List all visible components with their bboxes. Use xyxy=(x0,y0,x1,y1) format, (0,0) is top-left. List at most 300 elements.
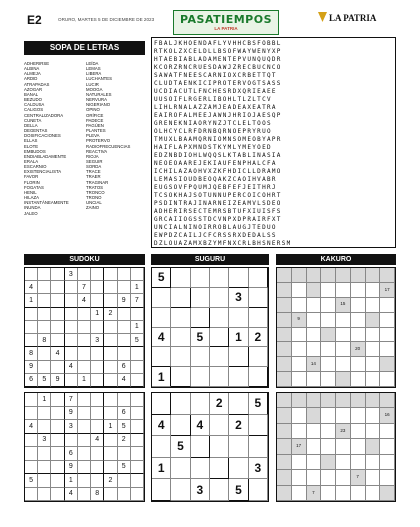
kakuro-cell xyxy=(321,328,336,343)
word-list-item: PADECE xyxy=(86,117,104,123)
word-search-row: EAIROFALMEEJAWNJHRIOJAESQP xyxy=(154,112,282,119)
word-list-item: CALIGOS xyxy=(24,107,44,113)
suguru-grid-1 xyxy=(151,267,269,388)
word-search-row: UNCIALNINOIRROBLAUGJTEDUO xyxy=(154,224,277,231)
sudoku-cell xyxy=(25,434,38,448)
word-search-row: EDZNBDIOHLWQQSLKTABLINASIA xyxy=(154,152,282,159)
kakuro-cell xyxy=(292,283,307,298)
sudoku-cell: 2 xyxy=(118,434,131,448)
word-list-item: BEZUDO xyxy=(24,97,42,103)
sudoku-cell xyxy=(51,407,64,421)
word-list-item: PLANTES xyxy=(86,128,106,134)
kakuro-cell: 15 xyxy=(336,298,351,313)
page-number: E2 xyxy=(27,13,42,27)
suguru-cell xyxy=(229,458,248,480)
kakuro-cell xyxy=(366,408,381,423)
sudoku-cell xyxy=(104,407,117,421)
kakuro-cell xyxy=(380,455,395,470)
sudoku-cell: 4 xyxy=(78,294,91,307)
kakuro-cell xyxy=(380,393,395,408)
sudoku-cell xyxy=(78,447,91,461)
sudoku-cell xyxy=(104,281,117,294)
kakuro-cell xyxy=(321,424,336,439)
suguru-cell: 1 xyxy=(152,458,171,480)
sudoku-cell xyxy=(65,347,78,360)
kakuro-cell xyxy=(380,328,395,343)
suguru-cell: 3 xyxy=(229,288,248,308)
kakuro-cell: 14 xyxy=(307,357,322,372)
sudoku-cell xyxy=(38,281,51,294)
kakuro-cell xyxy=(321,342,336,357)
suguru-cell xyxy=(171,367,190,387)
suguru-cell xyxy=(249,436,268,458)
kakuro-cell xyxy=(336,408,351,423)
suguru-cell: 4 xyxy=(152,415,171,437)
kakuro-cell xyxy=(366,342,381,357)
suguru-cell: 5 xyxy=(229,479,248,501)
kakuro-cell xyxy=(277,408,292,423)
kakuro-cell xyxy=(351,313,366,328)
suguru-cell: 5 xyxy=(191,328,210,348)
suguru-cell xyxy=(171,288,190,308)
sudoku-cell: 3 xyxy=(65,268,78,281)
word-search-row: LIHLRNALAZZAMJEADEAXEATRA xyxy=(154,104,277,111)
word-list-item: ENDIABLADAMENTE xyxy=(24,153,67,159)
kakuro-cell xyxy=(336,283,351,298)
sudoku-cell xyxy=(78,347,91,360)
suguru-cell xyxy=(210,458,229,480)
sudoku-cell xyxy=(118,488,131,502)
kakuro-cell: 20 xyxy=(351,342,366,357)
sudoku-cell: 5 xyxy=(38,374,51,387)
kakuro-cell xyxy=(336,470,351,485)
kakuro-cell xyxy=(321,439,336,454)
word-search-row: PSDINTRAJINARNEIZEAMVLSDEO xyxy=(154,200,282,207)
sudoku-cell xyxy=(91,461,104,475)
kakuro-cell xyxy=(307,372,322,387)
sudoku-cell xyxy=(78,321,91,334)
word-list-item: FOGATAS xyxy=(24,184,44,190)
sudoku-cell: 8 xyxy=(38,334,51,347)
sudoku-cell xyxy=(51,461,64,475)
sudoku-cell xyxy=(131,374,144,387)
word-list-item: ALMEJA xyxy=(24,71,41,77)
word-list-item: TRATOS xyxy=(86,184,104,190)
kakuro-cell xyxy=(292,268,307,283)
sudoku-cell: 4 xyxy=(25,281,38,294)
sudoku-cell xyxy=(104,447,117,461)
word-search-row: TMUXLBAAMQRNIOMNSOMEOBYAPR xyxy=(154,136,282,143)
sudoku-cell xyxy=(131,308,144,321)
suguru-cell xyxy=(210,415,229,437)
sudoku-cell: 1 xyxy=(65,474,78,488)
kakuro-cell xyxy=(277,455,292,470)
word-list-item: LEÍDA xyxy=(86,61,99,66)
word-list-item: REACTIVA xyxy=(86,148,108,154)
sudoku-cell xyxy=(38,294,51,307)
kakuro-cell xyxy=(336,455,351,470)
suguru-cell: 5 xyxy=(152,268,171,288)
kakuro-cell xyxy=(292,470,307,485)
sudoku-cell xyxy=(65,334,78,347)
kakuro-cell xyxy=(366,313,381,328)
sudoku-cell: 4 xyxy=(51,347,64,360)
kakuro-cell xyxy=(307,408,322,423)
sudoku-cell: 2 xyxy=(104,308,117,321)
word-list-item: AZOGAR xyxy=(24,86,43,92)
suguru-cell xyxy=(249,268,268,288)
kakuro-cell xyxy=(277,298,292,313)
sudoku-cell xyxy=(131,461,144,475)
word-list-item: ATRAPADAS xyxy=(24,81,50,87)
kakuro-cell xyxy=(351,408,366,423)
sudoku-cell xyxy=(118,268,131,281)
sudoku-cell xyxy=(78,488,91,502)
sudoku-cell xyxy=(25,393,38,407)
kakuro-cell xyxy=(321,486,336,501)
sudoku-cell xyxy=(104,268,117,281)
suguru-cell xyxy=(249,308,268,328)
suguru-cell xyxy=(210,308,229,328)
word-search-row: TCSOKHAJSOTUNNUPERCOICOHRT xyxy=(154,192,282,199)
sudoku-grid-2 xyxy=(24,392,145,502)
word-list-item: PAGÚEN xyxy=(86,122,104,128)
word-search-row: KCORZRNCRUESDAWJZRECBUCNCO xyxy=(154,64,282,71)
sudoku-cell xyxy=(118,474,131,488)
sudoku-cell xyxy=(104,434,117,448)
sudoku-cell: 3 xyxy=(65,420,78,434)
kakuro-cell xyxy=(336,357,351,372)
kakuro-cell xyxy=(321,283,336,298)
sudoku-cell xyxy=(91,474,104,488)
word-list-item: ELOTE xyxy=(24,143,39,149)
suguru-cell xyxy=(249,288,268,308)
suguru-cell xyxy=(229,308,248,328)
sudoku-cell xyxy=(91,281,104,294)
sudoku-cell xyxy=(78,361,91,374)
word-search-row: RTKOLZXCELDLLBSOFWAYWENYXP xyxy=(154,48,282,55)
kakuro-cell xyxy=(292,486,307,501)
word-list-item: SEGUIR xyxy=(86,158,103,164)
kakuro-cell xyxy=(366,470,381,485)
sudoku-cell xyxy=(118,393,131,407)
sudoku-cell: 5 xyxy=(118,461,131,475)
kakuro-cell xyxy=(277,424,292,439)
kakuro-cell xyxy=(292,393,307,408)
kakuro-cell xyxy=(380,298,395,313)
sudoku-cell: 1 xyxy=(104,420,117,434)
sudoku-cell xyxy=(65,321,78,334)
word-list-item: MOOGA xyxy=(86,86,103,92)
sudoku-cell xyxy=(38,447,51,461)
suguru-cell: 3 xyxy=(249,458,268,480)
word-list-item: FLORIN xyxy=(24,179,40,185)
sudoku-cell xyxy=(25,334,38,347)
kakuro-cell xyxy=(321,455,336,470)
word-list-item: ERALA xyxy=(24,158,39,164)
sudoku-cell xyxy=(25,407,38,421)
suguru-cell xyxy=(171,479,190,501)
kakuro-cell xyxy=(307,313,322,328)
sudoku-cell xyxy=(118,334,131,347)
sudoku-cell xyxy=(104,393,117,407)
sudoku-cell xyxy=(91,347,104,360)
word-search-row: NEOEOAAREJEKIAUFENPHALCFA xyxy=(154,160,277,167)
sudoku-cell: 8 xyxy=(25,347,38,360)
kakuro-cell xyxy=(366,486,381,501)
sudoku-cell xyxy=(131,407,144,421)
sudoku-cell xyxy=(118,308,131,321)
kakuro-title: KAKURO xyxy=(276,254,396,265)
sudoku-cell xyxy=(91,447,104,461)
sudoku-cell xyxy=(25,308,38,321)
sudoku-cell: 9 xyxy=(118,294,131,307)
sudoku-cell xyxy=(78,308,91,321)
sudoku-cell: 4 xyxy=(25,420,38,434)
sopa-word-list xyxy=(24,61,144,246)
suguru-cell xyxy=(210,367,229,387)
suguru-cell xyxy=(152,288,171,308)
sudoku-cell xyxy=(38,474,51,488)
sudoku-cell: 3 xyxy=(38,434,51,448)
sudoku-cell: 3 xyxy=(91,334,104,347)
word-search-grid xyxy=(151,37,396,248)
sudoku-cell xyxy=(78,334,91,347)
suguru-cell xyxy=(171,347,190,367)
kakuro-cell xyxy=(277,283,292,298)
word-search-row: GRCAIIOGSSTDCVNPXDPRAIRFXT xyxy=(154,216,282,223)
kakuro-cell xyxy=(307,298,322,313)
word-search-row: FBALJKHOENDAFLYVHHCBSFOBBL xyxy=(154,40,282,47)
sudoku-cell: 5 xyxy=(131,334,144,347)
sudoku-cell xyxy=(51,393,64,407)
kakuro-cell: 17 xyxy=(380,283,395,298)
kakuro-cell xyxy=(366,372,381,387)
sudoku-cell xyxy=(65,434,78,448)
sudoku-cell xyxy=(91,268,104,281)
sudoku-cell xyxy=(38,488,51,502)
suguru-cell xyxy=(191,436,210,458)
kakuro-cell xyxy=(336,393,351,408)
sudoku-cell xyxy=(104,374,117,387)
word-list-item: DOSIFICACIONES xyxy=(24,133,61,139)
kakuro-cell xyxy=(351,372,366,387)
kakuro-cell xyxy=(366,439,381,454)
suguru-cell xyxy=(171,458,190,480)
sudoku-cell xyxy=(38,308,51,321)
sudoku-grid-1 xyxy=(24,267,145,388)
kakuro-cell xyxy=(292,424,307,439)
word-search-row: UCDIACUTLFNCHESRDXQRIEAEE xyxy=(154,88,277,95)
sudoku-cell xyxy=(38,461,51,475)
kakuro-cell xyxy=(336,372,351,387)
sudoku-cell xyxy=(51,294,64,307)
sudoku-cell xyxy=(25,321,38,334)
word-list-item: JALEO xyxy=(24,210,38,216)
kakuro-cell xyxy=(307,283,322,298)
kakuro-cell xyxy=(321,298,336,313)
sudoku-cell xyxy=(78,461,91,475)
kakuro-cell xyxy=(277,342,292,357)
suguru-cell: 5 xyxy=(171,436,190,458)
sudoku-cell xyxy=(38,321,51,334)
sudoku-cell xyxy=(78,420,91,434)
sudoku-cell: 4 xyxy=(65,361,78,374)
sudoku-cell: 1 xyxy=(25,294,38,307)
word-list-item: CENTRALIZADORA xyxy=(24,112,64,118)
kakuro-cell xyxy=(321,372,336,387)
kakuro-cell xyxy=(307,439,322,454)
sudoku-cell xyxy=(91,321,104,334)
word-list-item: CUNETA xyxy=(24,117,42,123)
suguru-cell: 3 xyxy=(191,479,210,501)
word-list-item: RIOJA xyxy=(86,153,99,159)
word-search-row: EWPDZCAILJCFCRSSRXDEDALSS xyxy=(154,232,277,239)
suguru-cell: 2 xyxy=(249,328,268,348)
sudoku-cell xyxy=(91,407,104,421)
kakuro-cell xyxy=(380,486,395,501)
sudoku-cell: 5 xyxy=(118,420,131,434)
kakuro-cell xyxy=(336,328,351,343)
sudoku-cell: 7 xyxy=(65,393,78,407)
word-list-item: LUCHANTES xyxy=(86,76,113,82)
suguru-cell xyxy=(210,288,229,308)
pasatiempos-logo xyxy=(173,10,279,35)
sudoku-cell: 1 xyxy=(38,393,51,407)
kakuro-cell xyxy=(277,486,292,501)
kakuro-cell xyxy=(336,268,351,283)
word-list-item: CALDUSA xyxy=(24,102,45,108)
word-list-item: LEMAS xyxy=(86,66,101,72)
sudoku-cell xyxy=(104,461,117,475)
sudoku-title: SUDOKU xyxy=(24,254,145,265)
suguru-cell xyxy=(191,393,210,415)
sudoku-cell xyxy=(51,420,64,434)
newspaper-emblem-icon xyxy=(318,12,327,22)
word-search-row: HAIFLAPXMNDSTKYMLYMEYOED xyxy=(154,144,272,151)
sudoku-cell xyxy=(65,308,78,321)
sudoku-cell: 6 xyxy=(65,447,78,461)
sudoku-cell xyxy=(25,268,38,281)
suguru-cell xyxy=(191,458,210,480)
kakuro-cell xyxy=(366,283,381,298)
suguru-cell xyxy=(171,415,190,437)
suguru-cell xyxy=(229,268,248,288)
sudoku-cell xyxy=(78,474,91,488)
suguru-cell xyxy=(210,479,229,501)
suguru-cell: 2 xyxy=(229,415,248,437)
sudoku-cell: 9 xyxy=(25,361,38,374)
sudoku-cell xyxy=(78,268,91,281)
sudoku-cell xyxy=(91,294,104,307)
word-list-item: PLEVA xyxy=(86,133,100,139)
kakuro-cell xyxy=(321,268,336,283)
sudoku-cell xyxy=(78,434,91,448)
kakuro-cell: 16 xyxy=(380,408,395,423)
suguru-cell xyxy=(229,367,248,387)
kakuro-cell xyxy=(366,393,381,408)
suguru-cell: 4 xyxy=(191,415,210,437)
kakuro-cell xyxy=(351,268,366,283)
suguru-cell: 1 xyxy=(229,328,248,348)
sudoku-cell: 4 xyxy=(91,434,104,448)
word-list-item: ESCARNIO xyxy=(24,164,47,170)
word-list-item: ALBINA xyxy=(24,66,40,72)
sudoku-cell xyxy=(131,347,144,360)
word-search-row: UUSOIFLRGERLIBOHLTLZLTCV xyxy=(154,96,272,103)
word-search-row: OLHCYCLRFDRNBQRNOEPRYRUO xyxy=(154,128,272,135)
word-list-item: ADHERIRSE xyxy=(24,61,50,66)
word-search-row: GRENEKNIAORYNZJTCLELTOOS xyxy=(154,120,272,127)
word-list-item: NERVURA xyxy=(86,97,107,103)
suguru-cell xyxy=(191,268,210,288)
suguru-cell xyxy=(210,436,229,458)
kakuro-cell xyxy=(351,328,366,343)
kakuro-cell xyxy=(366,424,381,439)
kakuro-cell xyxy=(351,424,366,439)
suguru-cell xyxy=(171,268,190,288)
kakuro-cell xyxy=(292,455,307,470)
suguru-cell xyxy=(249,479,268,501)
kakuro-cell xyxy=(380,357,395,372)
kakuro-cell xyxy=(366,298,381,313)
sudoku-cell: 4 xyxy=(118,374,131,387)
word-list-item: ZAINO xyxy=(86,205,100,211)
suguru-cell xyxy=(191,367,210,387)
kakuro-cell xyxy=(307,455,322,470)
kakuro-cell: 7 xyxy=(351,470,366,485)
edition-date: ORURO, MARTES 5 DE DICIEMBRE DE 2023 xyxy=(58,17,155,22)
suguru-cell xyxy=(152,308,171,328)
kakuro-cell xyxy=(307,328,322,343)
kakuro-cell: 17 xyxy=(292,439,307,454)
sudoku-cell xyxy=(51,434,64,448)
sudoku-cell: 9 xyxy=(65,461,78,475)
suguru-cell xyxy=(191,288,210,308)
suguru-cell xyxy=(152,393,171,415)
kakuro-cell: 7 xyxy=(307,486,322,501)
kakuro-cell xyxy=(277,439,292,454)
word-list-item: PROTERVO xyxy=(86,138,111,144)
sudoku-cell: 7 xyxy=(131,294,144,307)
sudoku-cell: 1 xyxy=(78,374,91,387)
sudoku-cell xyxy=(104,321,117,334)
sopa-title: SOPA DE LETRAS xyxy=(24,41,145,55)
sudoku-cell xyxy=(131,268,144,281)
kakuro-cell xyxy=(336,439,351,454)
suguru-cell xyxy=(152,347,171,367)
word-list-item: EMBUDOS xyxy=(24,148,46,154)
sudoku-cell xyxy=(118,347,131,360)
sudoku-cell xyxy=(78,393,91,407)
sudoku-cell xyxy=(51,447,64,461)
word-list-item: EXISTENCIALISTA xyxy=(24,169,62,175)
suguru-cell: 2 xyxy=(210,393,229,415)
suguru-cell xyxy=(210,268,229,288)
sudoku-cell xyxy=(51,488,64,502)
suguru-cell xyxy=(229,347,248,367)
word-list-item: TRACE xyxy=(86,169,101,175)
word-search-row: EUGSOVFPQUMJQEBFEFJEITHRJ xyxy=(154,184,277,191)
kakuro-cell xyxy=(277,268,292,283)
kakuro-cell xyxy=(321,408,336,423)
kakuro-cell xyxy=(321,470,336,485)
sudoku-cell xyxy=(51,281,64,294)
sudoku-cell xyxy=(38,407,51,421)
sudoku-cell xyxy=(131,488,144,502)
suguru-cell xyxy=(249,347,268,367)
word-search-row: SAWATFNEESCARNIOXCRBETTQT xyxy=(154,72,277,79)
